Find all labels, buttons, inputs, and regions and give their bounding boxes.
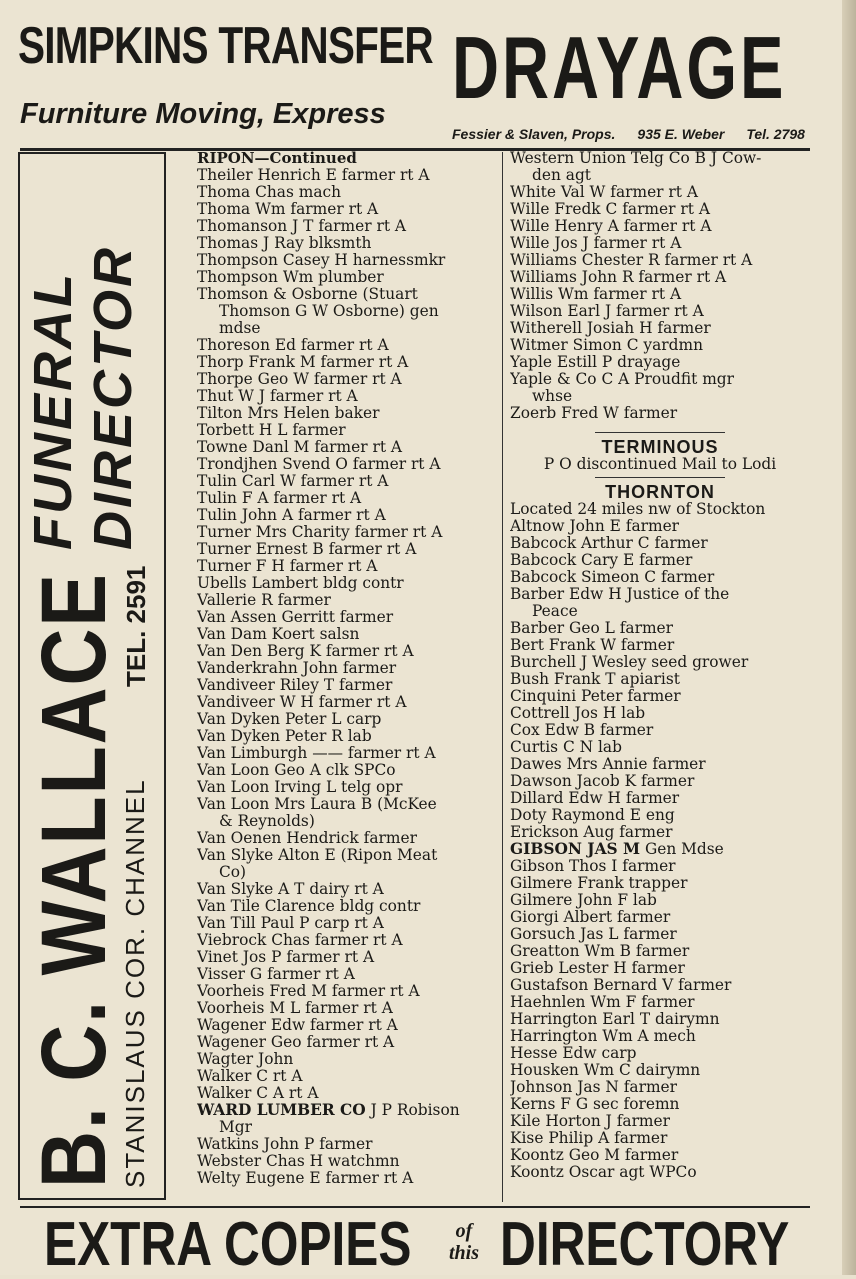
directory-entry: Witherell Josiah H farmer (510, 320, 711, 337)
header-props-line (452, 126, 827, 142)
footer-rule (20, 1206, 810, 1208)
directory-entry: Van Tile Clarence bldg contr (197, 898, 421, 915)
directory-entry: Bert Frank W farmer (510, 637, 675, 654)
directory-entry: White Val W farmer rt A (510, 184, 698, 201)
directory-entry: Johnson Jas N farmer (510, 1079, 678, 1096)
footer-this: this (448, 1242, 480, 1264)
directory-entry: Thorp Frank M farmer rt A (197, 354, 409, 371)
directory-entry: Gilmere John F lab (510, 892, 657, 909)
column-ripon (197, 150, 497, 1187)
directory-entry: Western Union Telg Co B J Cow- (510, 150, 762, 167)
col2-thornton-entries (510, 501, 810, 1181)
directory-entry: Thomanson J T farmer rt A (197, 218, 407, 235)
footer-left: EXTRA COPIES (44, 1210, 412, 1279)
directory-entry: Barber Edw H Justice of the (510, 586, 730, 603)
directory-entry: Van Assen Gerritt farmer (197, 609, 394, 626)
directory-entry: Wagter John (197, 1051, 294, 1068)
directory-entry: Tulin F A farmer rt A (197, 490, 362, 507)
directory-entry: Zoerb Fred W farmer (510, 405, 678, 422)
directory-entry: den agt (532, 167, 591, 184)
directory-entry: GIBSON JAS M Gen Mdse (510, 841, 724, 858)
directory-entry: Vandiveer W H farmer rt A (197, 694, 407, 711)
directory-entry: Peace (532, 603, 578, 620)
directory-entry: Thomas J Ray blksmth (197, 235, 372, 252)
directory-entry: Thoma Chas mach (197, 184, 342, 201)
side-ad-rotated (20, 154, 168, 1202)
directory-entry: Kerns F G sec foremn (510, 1096, 680, 1113)
directory-entry: Hesse Edw carp (510, 1045, 637, 1062)
directory-entry: Koontz Geo M farmer (510, 1147, 679, 1164)
directory-entry: Voorheis Fred M farmer rt A (197, 983, 420, 1000)
directory-entry: Thompson Wm plumber (197, 269, 384, 286)
directory-entry: Thoma Wm farmer rt A (197, 201, 379, 218)
directory-entry: Walker C A rt A (197, 1085, 319, 1102)
directory-entry: Dawson Jacob K farmer (510, 773, 695, 790)
directory-entry: Van Slyke Alton E (Ripon Meat (197, 847, 438, 864)
side-ad-name: B. C. WALLACE (23, 572, 125, 1188)
directory-entry: Towne Danl M farmer rt A (197, 439, 403, 456)
terminous-heading: TERMINOUS (601, 437, 719, 457)
directory-entry: Koontz Oscar agt WPCo (510, 1164, 697, 1181)
directory-entry: Van Oenen Hendrick farmer (197, 830, 417, 847)
directory-entry: Van Dyken Peter L carp (197, 711, 382, 728)
section-heading: RIPON—Continued (197, 150, 357, 167)
directory-entry: Thomson G W Osborne) gen (219, 303, 439, 320)
directory-entry: Yaple & Co C A Proudfit mgr (510, 371, 735, 388)
directory-entry: Van Limburgh —— farmer rt A (197, 745, 436, 762)
directory-entry: Haehnlen Wm F farmer (510, 994, 695, 1011)
thornton-heading: THORNTON (605, 482, 715, 502)
directory-entry: Burchell J Wesley seed grower (510, 654, 749, 671)
directory-entry: Gorsuch Jas L farmer (510, 926, 677, 943)
directory-entry: Babcock Cary E farmer (510, 552, 693, 569)
directory-entry: Altnow John E farmer (510, 518, 680, 535)
directory-entry: Turner Ernest B farmer rt A (197, 541, 417, 558)
directory-entry: Gibson Thos I farmer (510, 858, 676, 875)
directory-entry: Babcock Simeon C farmer (510, 569, 715, 586)
header-tel: Tel. 2798 (746, 126, 805, 142)
directory-entry: Wille Jos J farmer rt A (510, 235, 682, 252)
side-ad-director: DIRECTOR (83, 244, 143, 550)
directory-entry: Co) (219, 864, 247, 881)
side-ad-tel: TEL. 2591 (121, 565, 151, 687)
directory-entry: whse (532, 388, 573, 405)
col2-ripon-entries (510, 150, 810, 422)
directory-entry: Theiler Henrich E farmer rt A (197, 167, 430, 184)
section-rule (595, 477, 725, 478)
directory-entry: Welty Eugene E farmer rt A (197, 1170, 414, 1187)
directory-entry: Dawes Mrs Annie farmer (510, 756, 706, 773)
header-props: Fessier & Slaven, Props. (452, 126, 616, 142)
terminous-note: P O discontinued Mail to Lodi (543, 456, 777, 473)
directory-entry: Tilton Mrs Helen baker (197, 405, 380, 422)
directory-entry: Turner Mrs Charity farmer rt A (197, 524, 443, 541)
footer-of: of (455, 1220, 473, 1242)
directory-entry: Van Den Berg K farmer rt A (197, 643, 414, 660)
side-advertisement (18, 152, 166, 1200)
directory-entry: Greatton Wm B farmer (510, 943, 690, 960)
directory-entry: Thorpe Geo W farmer rt A (197, 371, 402, 388)
directory-entry: Vinet Jos P farmer rt A (197, 949, 375, 966)
directory-entry: Babcock Arthur C farmer (510, 535, 708, 552)
directory-entry: Kile Horton J farmer (510, 1113, 670, 1130)
directory-entry: Curtis C N lab (510, 739, 622, 756)
directory-entry: WARD LUMBER CO J P Robison (197, 1102, 460, 1119)
directory-entry: Cinquini Peter farmer (510, 688, 681, 705)
directory-entry: Dillard Edw H farmer (510, 790, 680, 807)
directory-entry: Ubells Lambert bldg contr (197, 575, 404, 592)
directory-entry: Walker C rt A (197, 1068, 303, 1085)
directory-entry: Vallerie R farmer (197, 592, 331, 609)
directory-entry: Thoreson Ed farmer rt A (197, 337, 389, 354)
directory-entry: Cottrell Jos H lab (510, 705, 646, 722)
directory-entry: Bush Frank T apiarist (510, 671, 680, 688)
col1-entries (197, 167, 497, 1187)
directory-entry: Witmer Simon C yardmn (510, 337, 703, 354)
header-left-title: SIMPKINS TRANSFER (18, 17, 433, 75)
directory-entry: Van Dam Koert salsn (197, 626, 360, 643)
footer-of-this (442, 1220, 486, 1264)
directory-entry: Doty Raymond E eng (510, 807, 675, 824)
directory-entry: Grieb Lester H farmer (510, 960, 685, 977)
directory-entry: Wilson Earl J farmer rt A (510, 303, 704, 320)
directory-entry: Van Slyke A T dairy rt A (197, 881, 384, 898)
directory-entry: Harrington Earl T dairymn (510, 1011, 720, 1028)
directory-entry: Viebrock Chas farmer rt A (197, 932, 403, 949)
directory-entry: Van Loon Mrs Laura B (McKee (197, 796, 437, 813)
directory-entry: Wille Henry A farmer rt A (510, 218, 712, 235)
directory-entry: Gustafson Bernard V farmer (510, 977, 732, 994)
directory-entry: Voorheis M L farmer rt A (197, 1000, 393, 1017)
directory-entry: Kise Philip A farmer (510, 1130, 668, 1147)
column-thornton (510, 150, 810, 1181)
directory-entry: Van Loon Geo A clk SPCo (197, 762, 396, 779)
header-right-title: DRAYAGE (452, 18, 787, 117)
directory-entry: Williams Chester R farmer rt A (510, 252, 753, 269)
directory-entry: Van Dyken Peter R lab (197, 728, 372, 745)
side-ad-funeral: FUNERAL (23, 271, 83, 550)
directory-entry: Wagener Geo farmer rt A (197, 1034, 395, 1051)
footer-right: DIRECTORY (500, 1210, 790, 1279)
directory-entry: Erickson Aug farmer (510, 824, 673, 841)
directory-entry: Mgr (219, 1119, 252, 1136)
directory-entry: Harrington Wm A mech (510, 1028, 696, 1045)
directory-entry: Trondjhen Svend O farmer rt A (197, 456, 441, 473)
directory-entry: Gilmere Frank trapper (510, 875, 688, 892)
directory-entry: Van Loon Irving L telg opr (197, 779, 403, 796)
column-divider (502, 152, 503, 1202)
directory-entry: Torbett H L farmer (197, 422, 346, 439)
header-address: 935 E. Weber (637, 126, 725, 142)
directory-entry: Willis Wm farmer rt A (510, 286, 682, 303)
directory-entry: Vanderkrahn John farmer (197, 660, 397, 677)
directory-entry: Wagener Edw farmer rt A (197, 1017, 398, 1034)
directory-entry: Thompson Casey H harnessmkr (197, 252, 446, 269)
directory-entry: Tulin John A farmer rt A (197, 507, 386, 524)
directory-entry: Turner F H farmer rt A (197, 558, 378, 575)
directory-entry: Tulin Carl W farmer rt A (197, 473, 389, 490)
directory-entry: Williams John R farmer rt A (510, 269, 727, 286)
directory-entry: & Reynolds) (219, 813, 315, 830)
directory-entry: Visser G farmer rt A (197, 966, 355, 983)
directory-entry: Van Till Paul P carp rt A (197, 915, 384, 932)
directory-entry: Thomson & Osborne (Stuart (197, 286, 418, 303)
directory-entry: Housken Wm C dairymn (510, 1062, 701, 1079)
directory-entry: mdse (219, 320, 261, 337)
directory-entry: Webster Chas H watchmn (197, 1153, 400, 1170)
section-rule (595, 432, 725, 433)
directory-entry: Vandiveer Riley T farmer (197, 677, 393, 694)
header-left-subtitle: Furniture Moving, Express (20, 98, 386, 130)
directory-entry: Cox Edw B farmer (510, 722, 654, 739)
directory-entry: Giorgi Albert farmer (510, 909, 671, 926)
side-ad-address: STANISLAUS COR. CHANNEL (120, 778, 150, 1188)
directory-entry: Barber Geo L farmer (510, 620, 674, 637)
directory-entry: Yaple Estill P drayage (510, 354, 681, 371)
directory-entry: Located 24 miles nw of Stockton (510, 501, 766, 518)
page-edge (842, 0, 856, 1275)
directory-entry: Thut W J farmer rt A (197, 388, 358, 405)
directory-entry: Watkins John P farmer (197, 1136, 373, 1153)
directory-entry: Wille Fredk C farmer rt A (510, 201, 710, 218)
